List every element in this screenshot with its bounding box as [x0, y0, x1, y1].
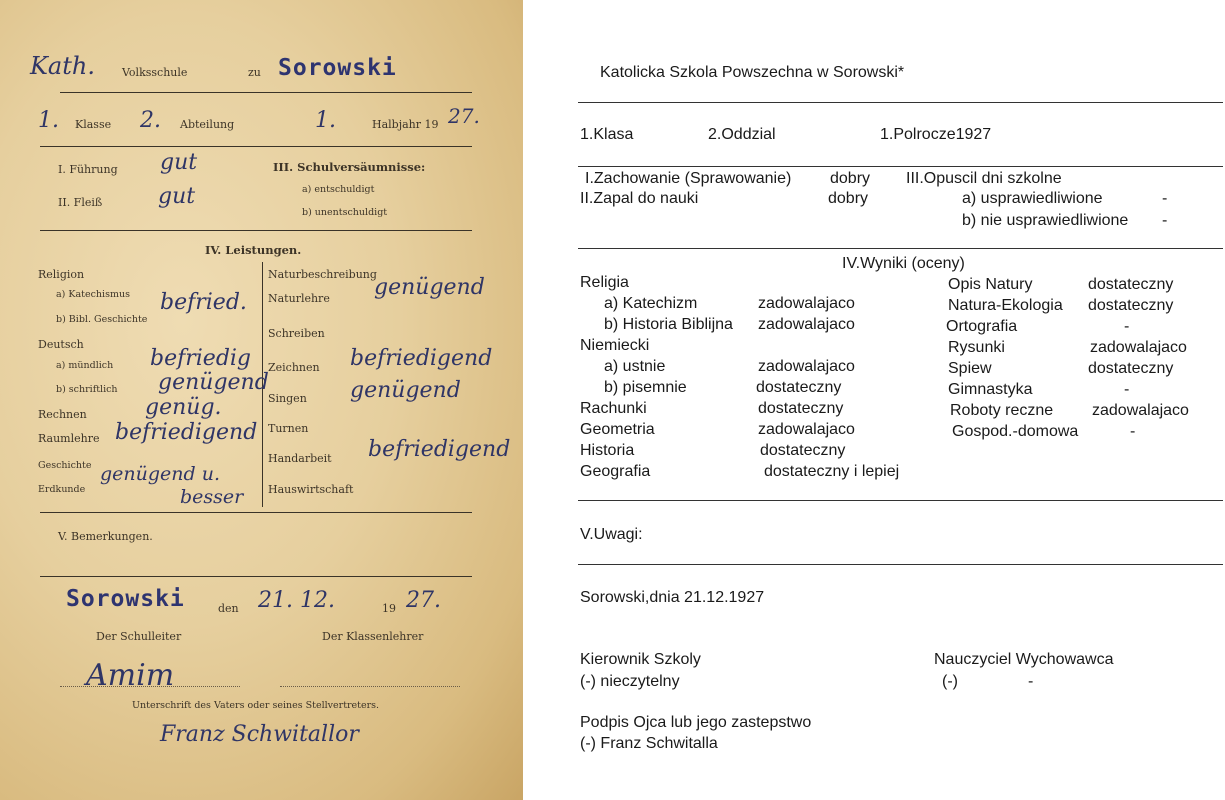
leiter-sign-line [60, 686, 240, 687]
subject-label: Gimnastyka [948, 381, 1033, 398]
ojciec-label: Podpis Ojca lub jego zastepstwo [580, 714, 812, 731]
place-date: Sorowski,dnia 21.12.1927 [580, 589, 765, 606]
subject-grade: zadowalajaco [758, 316, 855, 333]
division-word: Abteilung [180, 118, 235, 131]
handarbeit-grade: befriedigend [368, 437, 511, 462]
subject-label: b) pisemnie [604, 379, 687, 396]
parent-signature: Franz Schwitallor [160, 722, 359, 747]
opuscil-label: III.Opuscil dni szkolne [906, 170, 1062, 187]
absences-unexcused: b) unentschuldigt [302, 207, 388, 218]
klasa: 1.Klasa [580, 126, 634, 143]
handarbeit-label: Handarbeit [268, 452, 332, 465]
subject-grade: dostateczny [756, 379, 842, 396]
muendlich-grade: befriedig [150, 346, 252, 371]
fuehrung-grade: gut [160, 150, 198, 175]
grades-rule [40, 512, 472, 513]
wyniki-title: IV.Wyniki (oceny) [842, 255, 965, 272]
subject-label: Spiew [948, 360, 992, 377]
class-word: Klasse [75, 118, 112, 131]
schulleiter-label: Der Schulleiter [96, 630, 182, 643]
class-number: 1. [38, 108, 59, 133]
rechnen-grade: genüg. [145, 395, 222, 420]
half-word: Halbjahr 19 [372, 118, 439, 131]
singen-grade: genügend [350, 378, 461, 403]
footer-year: 27. [406, 588, 441, 613]
raumlehre-label: Raumlehre [38, 432, 100, 445]
fuehrung-label: I. Führung [58, 163, 118, 176]
zachowanie-label: I.Zachowanie (Sprawowanie) [585, 170, 792, 187]
class-rule [578, 166, 1223, 167]
subject-label: Religia [580, 274, 629, 291]
subject-grade: dostateczny [1088, 360, 1174, 377]
subject-grade: zadowalajaco [1092, 402, 1189, 419]
subject-label: a) ustnie [604, 358, 666, 375]
subject-grade: dostateczny i lepiej [764, 463, 900, 480]
subject-grade: dostateczny [1088, 276, 1174, 293]
grades-rule [578, 500, 1223, 501]
header-rule [40, 146, 472, 147]
subject-grade: - [1124, 381, 1130, 398]
catholic-prefix-handwriting: Kath. [30, 52, 95, 80]
subject-label: Rachunki [580, 400, 647, 417]
subject-label: Natura-Ekologia [948, 297, 1063, 314]
natur-grade: genügend [374, 275, 485, 300]
polish-translation [530, 0, 1225, 800]
school-word: Volksschule [122, 66, 188, 79]
kierownik-label: Kierownik Szkoly [580, 651, 701, 668]
nieusprawiedliwione-label: b) nie usprawiedliwione [962, 212, 1129, 229]
schriftlich-grade: genügend [158, 370, 269, 395]
original-report-card-scan [0, 0, 523, 800]
subject-label: b) Historia Biblijna [604, 316, 733, 333]
year-prefix: 19 [382, 602, 396, 615]
remarks-rule [40, 576, 472, 577]
conduct-rule [40, 230, 472, 231]
subject-label: a) Katechizm [604, 295, 698, 312]
schriftlich-label: b) schriftlich [56, 384, 118, 395]
footer-town-stamp: Sorowski [66, 586, 185, 612]
header-line [60, 92, 472, 93]
religion-grade: befried. [160, 290, 247, 315]
subject-label: Gospod.-domowa [952, 423, 1079, 440]
parent-signature-line-label: Unterschrift des Vaters oder seines Stellvertreters. [132, 700, 380, 711]
remarks-label: V. Bemerkungen. [58, 530, 153, 543]
subject-grade: dostateczny [758, 400, 844, 417]
absences-excused: a) entschuldigt [302, 184, 375, 195]
turnen-label: Turnen [268, 422, 309, 435]
half-number: 1. [315, 108, 336, 133]
translation-title: Katolicka Szkola Powszechna w Sorowski* [600, 64, 905, 81]
division-number: 2. [140, 108, 161, 133]
zeichnen-grade: befriedigend [350, 346, 493, 371]
usprawiedliwione-label: a) usprawiedliwione [962, 190, 1103, 207]
remarks-rule [578, 564, 1223, 565]
town-stamp: Sorowski [278, 55, 397, 81]
nauczyciel-dash: - [1028, 673, 1034, 690]
rechnen-label: Rechnen [38, 408, 87, 421]
subject-label: Niemiecki [580, 337, 650, 354]
fleiss-grade: gut [158, 184, 196, 209]
ojciec-signature: (-) Franz Schwitalla [580, 735, 718, 752]
schreiben-label: Schreiben [268, 327, 325, 340]
usprawiedliwione-value: - [1162, 190, 1168, 207]
subject-label: Roboty reczne [950, 402, 1054, 419]
katechismus-label: a) Katechismus [56, 289, 130, 300]
absences-title: III. Schulversäumnisse: [273, 160, 426, 174]
zachowanie-value: dobry [830, 170, 871, 187]
zapal-value: dobry [828, 190, 869, 207]
den-word: den [218, 602, 239, 615]
leistungen-title: IV. Leistungen. [205, 243, 302, 257]
singen-label: Singen [268, 392, 307, 405]
oddzial: 2.Oddzial [708, 126, 776, 143]
zeichnen-label: Zeichnen [268, 361, 320, 374]
erdkunde-grade: besser [180, 486, 244, 508]
geschichte-grade: genügend u. [100, 463, 221, 485]
footer-date: 21. 12. [258, 588, 335, 613]
title-rule [578, 102, 1223, 103]
nauczyciel-label: Nauczyciel Wychowawca [934, 651, 1114, 668]
kierownik-signature: (-) nieczytelny [580, 673, 680, 690]
subject-grade: zadowalajaco [1090, 339, 1187, 356]
year-handwriting: 27. [448, 104, 480, 128]
nauczyciel-signature: (-) [942, 673, 958, 690]
zapal-label: II.Zapal do nauki [580, 190, 699, 207]
erdkunde-label: Erdkunde [38, 484, 86, 495]
subject-label: Geografia [580, 463, 651, 480]
subject-label: Ortografia [946, 318, 1018, 335]
conduct-rule [578, 248, 1223, 249]
naturbeschreibung-label: Naturbeschreibung [268, 268, 377, 281]
nieusprawiedliwione-value: - [1162, 212, 1168, 229]
naturlehre-label: Naturlehre [268, 292, 330, 305]
schulleiter-signature: Amim [86, 658, 175, 693]
lehrer-sign-line [280, 686, 460, 687]
uwagi-label: V.Uwagi: [580, 526, 643, 543]
hauswirtschaft-label: Hauswirtschaft [268, 483, 354, 496]
subject-grade: zadowalajaco [758, 295, 855, 312]
subject-label: Geometria [580, 421, 655, 438]
subject-grade: dostateczny [1088, 297, 1174, 314]
muendlich-label: a) mündlich [56, 360, 114, 371]
subject-grade: zadowalajaco [758, 421, 855, 438]
bibl-label: b) Bibl. Geschichte [56, 314, 148, 325]
polrocze: 1.Polrocze1927 [880, 126, 992, 143]
subject-label: Rysunki [948, 339, 1005, 356]
raumlehre-grade: befriedigend [115, 420, 258, 445]
religion-label: Religion [38, 268, 85, 281]
deutsch-label: Deutsch [38, 338, 84, 351]
subject-grade: zadowalajaco [758, 358, 855, 375]
subject-grade: - [1130, 423, 1136, 440]
subject-grade: dostateczny [760, 442, 846, 459]
subject-label: Historia [580, 442, 635, 459]
fleiss-label: II. Fleiß [58, 196, 103, 209]
subject-grade: - [1124, 318, 1130, 335]
geschichte-label: Geschichte [38, 460, 92, 471]
klassenlehrer-label: Der Klassenlehrer [322, 630, 424, 643]
subject-label: Opis Natury [948, 276, 1033, 293]
to-word: zu [248, 66, 261, 79]
